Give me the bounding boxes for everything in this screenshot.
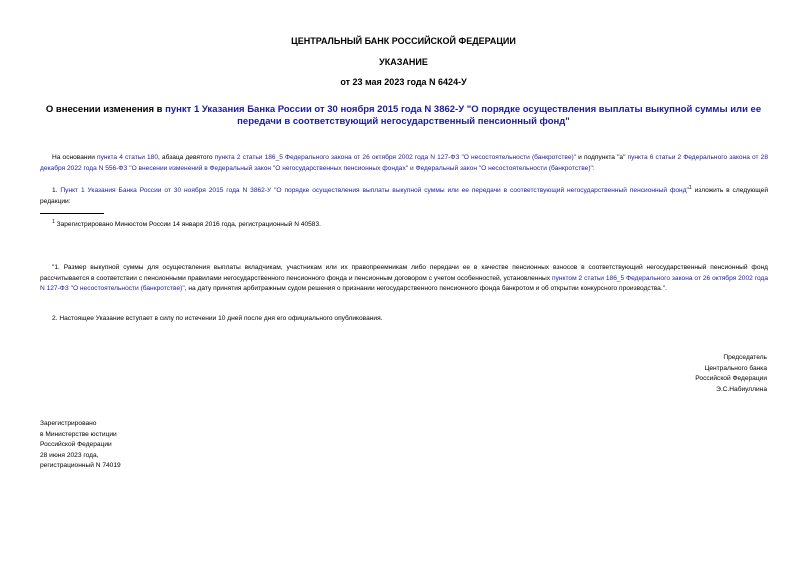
para1-text-1: На основании [52, 154, 98, 161]
registration-block [40, 419, 121, 472]
footnote-text: Зарегистрировано Минюстом России 14 января 2016 года, регистрационный N 40583. [54, 221, 321, 229]
para2-text-2: изложить в следующей редакции: [40, 187, 769, 205]
footnote-mark: 1 [52, 219, 55, 225]
footnote-divider [40, 213, 104, 214]
paragraph-basis [40, 153, 768, 174]
para2-link-1[interactable]: Пункт 1 Указания Банка России от 30 ноября 2015 года N 3862-У "О порядке осуществления выплаты выкупной суммы или ее передачи в соответствующий негосударственный пенсионный фонд" [60, 187, 689, 195]
paragraph-new-wording [40, 263, 768, 295]
registration-line-1: Зарегистрировано [40, 420, 97, 427]
signature-line-4: Э.С.Набиуллина [716, 385, 767, 393]
para3-text-2: , на дату принятия арбитражным судом решения о признании негосударственного пенсионного фонда банкротом и об открытии конкурсного производства.". [184, 285, 667, 292]
para3-text-1: "1. Размер выкупной суммы для осуществления выплаты вкладчикам, участникам или их правопреемникам либо передачи ее в качестве пенсионных взносов в соответствующий негосударственный пенсионный фонд рассчитывается в соответствии с пенсионными правилами негосударственного пенсионного фонда и пенсионным договором с учетом особенностей, установленных [40, 264, 768, 282]
registration-line-5: регистрационный N 74019 [40, 462, 121, 469]
footnote-ref[interactable]: 1 [688, 185, 692, 191]
para1-text-3: и подпункта "а" [576, 154, 628, 161]
para3-link-1[interactable]: пунктом 2 статьи 186_5 Федерального закона от 26 октября 2002 года N 127-ФЗ "О несостоятельности (банкротстве)" [40, 274, 768, 292]
title-prefix: О внесении изменения в [45, 104, 166, 115]
paragraph-item-2: 2. Настоящее Указание вступает в силу по истечении 10 дней после дня его официального опубликования. [52, 315, 383, 322]
doc-type-heading: УКАЗАНИЕ [379, 57, 428, 67]
paragraph-item-1 [40, 183, 768, 207]
footnote [52, 219, 321, 228]
org-heading: ЦЕНТРАЛЬНЫЙ БАНК РОССИЙСКОЙ ФЕДЕРАЦИИ [291, 36, 516, 46]
registration-line-4: 28 июня 2023 года, [40, 451, 99, 459]
document-title [40, 104, 767, 128]
signature-line-1: Председатель [723, 354, 767, 361]
para1-text-4: : [592, 164, 595, 172]
signature-line-2: Центрального банка [704, 364, 767, 372]
para1-link-3[interactable]: пункта 6 статьи 2 Федерального закона от 28 декабря 2022 года N 556-ФЗ "О внесении изменений в Федеральный закон "О негосударственных пенсионных фондах" и Федеральный закон "О несостоятельности (банкротстве)" [40, 154, 768, 172]
para1-link-2[interactable]: пункта 2 статьи 186_5 Федерального закона от 26 октября 2002 года N 127-ФЗ "О несостоятельности (банкротстве)" [214, 154, 577, 161]
signature-block [695, 353, 767, 395]
para2-text-1: 1. [52, 187, 61, 195]
registration-line-2: в Министерстве юстиции [40, 430, 117, 438]
registration-line-3: Российской Федерации [40, 441, 112, 448]
title-link[interactable]: пункт 1 Указания Банка России от 30 ноября 2015 года N 3862-У "О порядке осуществления выплаты выкупной суммы или ее передачи в соответствующий негосударственный пенсионный фонд" [165, 104, 762, 127]
para1-link-1[interactable]: пункта 4 статьи 180 [97, 154, 158, 161]
signature-line-3: Российской Федерации [695, 375, 767, 382]
para1-text-2: , абзаца девятого [157, 154, 215, 161]
doc-date-number: от 23 мая 2023 года N 6424-У [340, 77, 467, 87]
